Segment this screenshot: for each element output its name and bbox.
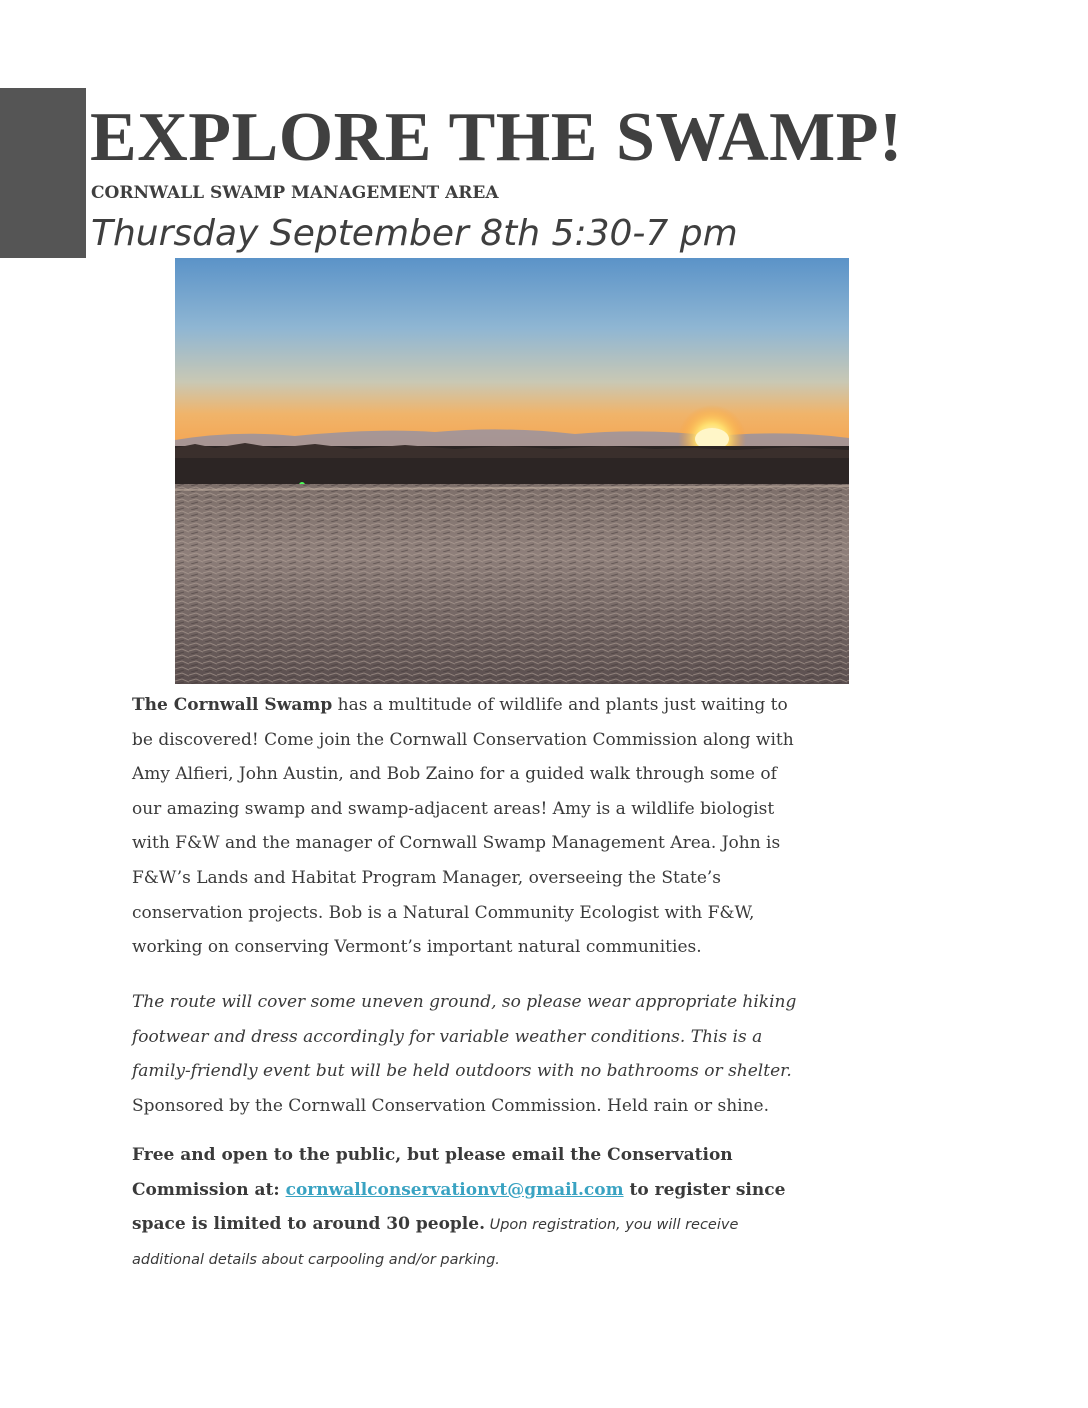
description-line-8: working on conserving Vermont’s important natural communities. — [132, 937, 702, 958]
event-date: Thursday September 8th 5:30-7 pm — [91, 213, 738, 254]
page-title: EXPLORE THE SWAMP! — [90, 99, 903, 176]
registration-limit-bold: space is limited to around 30 people. — [132, 1214, 485, 1235]
notice-line-1: The route will cover some uneven ground, so please wear appropriate hiking — [132, 992, 797, 1012]
notice-line-2: footwear and dress accordingly for variable weather conditions. This is a — [132, 1026, 763, 1047]
description-line-2: be discovered! Come join the Cornwall Conservation Commission along with — [132, 729, 794, 750]
sunrise-landscape-image — [175, 258, 849, 684]
description-line-7: conservation projects. Bob is a Natural Community Ecologist with F&W, — [132, 902, 755, 923]
registration-line-2-post: to register since — [623, 1179, 786, 1200]
description-line-5: with F&W and the manager of Cornwall Swamp Management Area. John is — [132, 833, 781, 854]
registration-line-4: additional details about carpooling and/or parking. — [132, 1251, 500, 1268]
decorative-side-bar — [0, 88, 86, 258]
registration-line-2-pre: Commission at: — [132, 1179, 286, 1200]
email-link[interactable]: cornwallconservationvt@gmail.com — [285, 1179, 624, 1200]
description-paragraph — [132, 688, 912, 965]
description-line-6: F&W’s Lands and Habitat Program Manager, overseeing the State’s — [132, 867, 722, 888]
notice-line-3: family-friendly event but will be held outdoors with no bathrooms or shelter. — [132, 1061, 792, 1082]
registration-line-1: Free and open to the public, but please email the Conservation — [132, 1145, 733, 1165]
notice-line-4: Sponsored by the Cornwall Conservation Commission. Held rain or shine. — [132, 1095, 770, 1116]
description-line-3: Amy Alfieri, John Austin, and Bob Zaino for a guided walk through some of — [132, 764, 777, 785]
swamp-name-bold: The Cornwall Swamp — [132, 695, 333, 715]
description-line-1: has a multitude of wildlife and plants just waiting to — [332, 695, 788, 715]
page-subtitle: CORNWALL SWAMP MANAGEMENT AREA — [91, 183, 499, 203]
notice-paragraph — [132, 985, 912, 1123]
registration-paragraph — [132, 1138, 912, 1277]
registration-line-3-italic: Upon registration, you will receive — [484, 1217, 739, 1234]
description-line-4: our amazing swamp and swamp-adjacent areas! Amy is a wildlife biologist — [132, 798, 775, 819]
